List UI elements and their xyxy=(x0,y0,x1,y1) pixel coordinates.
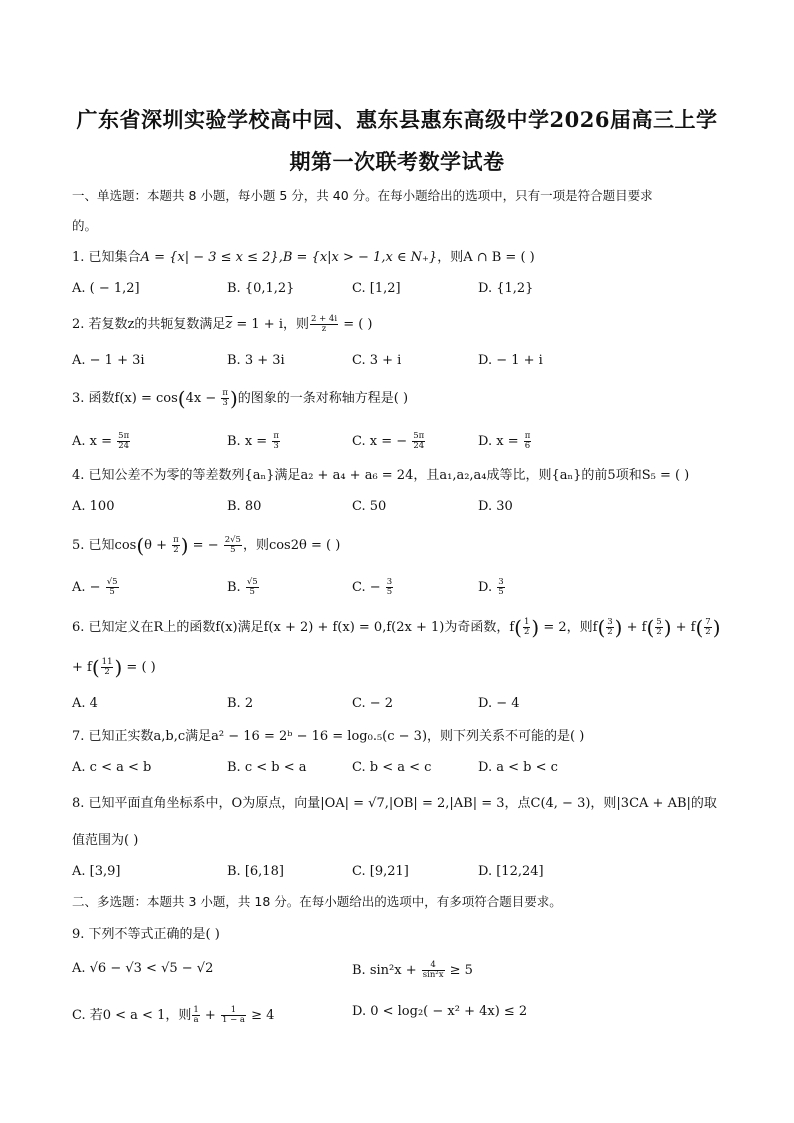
q5-a-den: 5 xyxy=(109,587,115,597)
q1-lead: 1. 已知集合 xyxy=(72,250,141,265)
q5-option-d xyxy=(478,578,506,597)
q3-b-num: π xyxy=(273,431,279,441)
q6-frac2-num: 3 xyxy=(607,617,613,627)
q3-a-num: 5π xyxy=(118,431,130,441)
q3-d-pre: D. x = xyxy=(478,434,523,449)
q5-a-num: √5 xyxy=(106,577,118,587)
q9-c-f1-num: 1 xyxy=(193,1005,199,1015)
question-2 xyxy=(72,315,722,334)
q9-options-row1 xyxy=(72,961,722,979)
q2-option-c: C. 3 + i xyxy=(352,353,402,368)
question-4: 4. 已知公差不为零的等差数列{aₙ}满足a₂ + a₄ + a₆ = 24，且a₁,a₂,a₄成等比，则{aₙ}的前5项和S₅ = ( ) xyxy=(72,468,690,483)
q3-a-pre: A. x = xyxy=(72,434,117,449)
q6-frac2 xyxy=(606,618,613,637)
question-7: 7. 已知正实数a,b,c满足a² − 16 = 2ᵇ − 16 = log₀.₅(c − 3)，则下列关系不可能的是( ) xyxy=(72,729,585,744)
q9-c-pre: C. 若0 < a < 1，则 xyxy=(72,1008,192,1023)
q6-line2-lead: + f xyxy=(72,660,92,675)
q9-options-row2 xyxy=(72,1004,722,1025)
q6-frac2-den: 2 xyxy=(607,627,613,637)
q1-option-b: B. {0,1,2} xyxy=(227,281,295,296)
question-8-line1: 8. 已知平面直角坐标系中，O为原点，向量|OA| = √7,|OB| = 2,|AB| = 3，点C(4, − 3)，则|3CA + AB|的取 xyxy=(72,796,717,811)
q6-option-b: B. 2 xyxy=(227,696,254,711)
q9-c-frac1 xyxy=(192,1006,199,1025)
q3-d-num: π xyxy=(524,431,531,441)
question-1 xyxy=(72,249,722,267)
q6-frac1-den: 2 xyxy=(523,627,530,637)
q5-option-a xyxy=(72,578,120,597)
q5-a-frac xyxy=(106,578,119,597)
q5-frac2-den: 5 xyxy=(230,545,236,555)
q8-option-c: C. [9,21] xyxy=(352,864,409,879)
q5-c-frac xyxy=(386,578,393,597)
q9-c-tail: ≥ 4 xyxy=(246,1008,275,1023)
question-3 xyxy=(72,386,722,411)
q1-set-b: ,B = {x|x > − 1,x ∈ N₊} xyxy=(278,250,438,265)
q9-c-f1-den: a xyxy=(193,1015,199,1025)
q2-frac-den: z xyxy=(321,324,327,334)
q3-fraction xyxy=(221,389,229,408)
q6-p3l: ( xyxy=(646,615,655,640)
q5-inner: θ + xyxy=(144,538,172,553)
q6-frac1 xyxy=(523,618,530,637)
q3-c-num: 5π xyxy=(413,431,425,441)
q4-options xyxy=(72,499,722,517)
q8-options xyxy=(72,864,722,882)
q6-p5l: ( xyxy=(91,655,100,680)
q9-c-mid: + xyxy=(200,1008,220,1023)
q4-option-c: C. 50 xyxy=(352,499,387,514)
q3-a-den: 24 xyxy=(118,441,130,451)
q5-lparen: ( xyxy=(136,533,145,558)
q3-option-d xyxy=(478,432,532,451)
q6-frac4-num: 7 xyxy=(705,617,711,627)
q7-option-b: B. c < b < a xyxy=(227,760,307,775)
q4-option-b: B. 80 xyxy=(227,499,262,514)
q5-option-b xyxy=(227,578,260,597)
section2-heading: 二、多选题：本题共 3 小题，共 18 分。在每小题给出的选项中，有多项符合题目要求。 xyxy=(72,894,562,909)
q6-mid2: + f xyxy=(622,620,647,635)
q6-frac3-den: 2 xyxy=(656,627,662,637)
question-9: 9. 下列不等式正确的是( ) xyxy=(72,927,220,942)
q5-b-frac xyxy=(246,578,259,597)
q9-option-b xyxy=(352,961,473,980)
q9-b-pre: B. sin²x + xyxy=(352,963,421,978)
q3-b-frac xyxy=(272,432,280,451)
q5-frac1-num: π xyxy=(173,535,179,545)
q3-options xyxy=(72,432,722,450)
q2-eq: = 1 + i，则 xyxy=(232,317,309,332)
q5-frac1 xyxy=(172,536,180,555)
q6-frac3 xyxy=(655,618,662,637)
question-6-line1 xyxy=(72,615,722,640)
q6-option-a: A. 4 xyxy=(72,696,98,711)
q6-p2r: ) xyxy=(614,615,623,640)
q5-d-den: 5 xyxy=(498,587,504,597)
section1-heading-line2: 的。 xyxy=(72,218,98,233)
question-8-line2: 值范围为( ) xyxy=(72,833,139,848)
q3-lead: 3. 函数f(x) = cos xyxy=(72,391,178,406)
q1-set-a: A = {x| − 3 ≤ x ≤ 2} xyxy=(140,250,279,265)
q9-b-tail: ≥ 5 xyxy=(445,963,473,978)
q6-mid1: = 2，则f xyxy=(539,620,598,635)
q6-p1l: ( xyxy=(514,615,522,640)
q2-frac-num: 2 + 4i xyxy=(311,314,338,324)
q9-c-f2-num: 1 xyxy=(221,1006,246,1016)
q7-options xyxy=(72,760,722,778)
q5-d-num: 3 xyxy=(498,577,504,587)
q5-lead: 5. 已知cos xyxy=(72,538,137,553)
q3-option-b xyxy=(227,432,281,451)
q4-option-a: A. 100 xyxy=(72,499,115,514)
q9-option-d: D. 0 < log₂( − x² + 4x) ≤ 2 xyxy=(352,1004,528,1019)
q6-p3r: ) xyxy=(663,615,672,640)
q3-c-frac xyxy=(412,432,425,451)
q3-lparen: ( xyxy=(177,386,186,411)
q1-option-a: A. ( − 1,2] xyxy=(72,281,140,296)
q7-option-a: A. c < a < b xyxy=(72,760,152,775)
q9-b-num: 4 xyxy=(422,961,445,971)
q2-zbar: $\overline{z}$ xyxy=(225,317,233,332)
q3-rparen: ) xyxy=(229,386,238,411)
q3-d-den: 6 xyxy=(524,441,531,451)
q6-lead: 6. 已知定义在R上的函数f(x)满足f(x + 2) + f(x) = 0,f(2x + 1)为奇函数，f xyxy=(72,620,515,635)
question-5 xyxy=(72,533,722,558)
q9-b-den: sin²x xyxy=(422,970,444,980)
q2-fraction xyxy=(310,315,338,334)
q5-d-pre: D. xyxy=(478,580,497,595)
q2-tail: = ( ) xyxy=(339,317,373,332)
q5-d-frac xyxy=(497,578,504,597)
q2-option-a: A. − 1 + 3i xyxy=(72,353,145,368)
q3-option-c xyxy=(352,432,426,451)
q6-frac3-num: 5 xyxy=(656,617,662,627)
q3-a-frac xyxy=(117,432,130,451)
q6-frac4-den: 2 xyxy=(705,627,711,637)
q5-option-c xyxy=(352,578,394,597)
q6-options xyxy=(72,696,722,714)
q5-frac1-den: 2 xyxy=(173,545,179,555)
q5-c-den: 5 xyxy=(386,587,393,597)
q5-c-num: 3 xyxy=(386,577,393,587)
q6-option-c: C. − 2 xyxy=(352,696,394,711)
q9-c-f2-den: 1 − a xyxy=(221,1015,245,1025)
q7-option-c: C. b < a < c xyxy=(352,760,432,775)
q3-inner: 4x − xyxy=(185,391,221,406)
q2-lead: 2. 若复数z的共轭复数满足 xyxy=(72,317,226,332)
q3-d-frac xyxy=(524,432,532,451)
q6-frac1-num: 1 xyxy=(523,617,530,627)
q6-p4l: ( xyxy=(695,615,704,640)
q3-c-pre: C. x = − xyxy=(352,434,412,449)
q5-tail: ，则cos2θ = ( ) xyxy=(242,538,341,553)
q6-frac5-num: 11 xyxy=(101,657,113,667)
exam-title-line2: 期第一次联考数学试卷 xyxy=(289,149,505,174)
q3-c-den: 24 xyxy=(413,441,425,451)
q6-p1r: ) xyxy=(531,615,540,640)
q6-mid3: + f xyxy=(671,620,696,635)
q8-option-a: A. [3,9] xyxy=(72,864,121,879)
q5-a-pre: A. − xyxy=(72,580,105,595)
q3-b-den: 3 xyxy=(273,441,279,451)
q5-frac2 xyxy=(224,536,242,555)
q6-frac5-den: 2 xyxy=(104,667,110,677)
q3-tail: 的图象的一条对称轴方程是( ) xyxy=(237,391,409,406)
q9-c-frac2 xyxy=(221,1006,246,1025)
q5-mid: = − xyxy=(188,538,223,553)
q5-b-den: 5 xyxy=(249,587,255,597)
q5-rparen: ) xyxy=(180,533,189,558)
q3-frac-num: π xyxy=(222,388,228,398)
q8-option-d: D. [12,24] xyxy=(478,864,544,879)
q2-option-b: B. 3 + 3i xyxy=(227,353,285,368)
q2-option-d: D. − 1 + i xyxy=(478,353,543,368)
exam-title-line1: 广东省深圳实验学校高中园、惠东县惠东高级中学2026届高三上学 xyxy=(76,107,718,132)
q1-option-c: C. [1,2] xyxy=(352,281,401,296)
q6-option-d: D. − 4 xyxy=(478,696,520,711)
q6-p5r: ) xyxy=(114,655,123,680)
q4-option-d: D. 30 xyxy=(478,499,513,514)
q6-p2l: ( xyxy=(597,615,606,640)
q5-b-pre: B. xyxy=(227,580,245,595)
q6-p4r: ) xyxy=(712,615,721,640)
q7-option-d: D. a < b < c xyxy=(478,760,558,775)
q6-frac4 xyxy=(704,618,711,637)
q5-b-num: √5 xyxy=(246,577,258,587)
q5-c-pre: C. − xyxy=(352,580,385,595)
q3-option-a xyxy=(72,432,131,451)
q6-line2-tail: = ( ) xyxy=(122,660,156,675)
q1-options xyxy=(72,281,722,299)
q1-tail: ，则A ∩ B = ( ) xyxy=(437,250,535,265)
section1-heading-line1: 一、单选题：本题共 8 小题，每小题 5 分，共 40 分。在每小题给出的选项中，只有一项是符合题目要求 xyxy=(72,188,653,203)
q5-frac2-num: 2√5 xyxy=(224,535,241,545)
q5-options xyxy=(72,578,722,596)
q9-b-frac xyxy=(422,961,445,980)
q1-option-d: D. {1,2} xyxy=(478,281,534,296)
question-6-line2 xyxy=(72,655,722,680)
q9-option-a: A. √6 − √3 < √5 − √2 xyxy=(72,961,214,976)
q3-frac-den: 3 xyxy=(222,398,228,408)
q2-options xyxy=(72,353,722,371)
q9-option-c xyxy=(72,1004,274,1025)
q6-frac5 xyxy=(101,658,114,677)
q3-b-pre: B. x = xyxy=(227,434,272,449)
q8-option-b: B. [6,18] xyxy=(227,864,284,879)
